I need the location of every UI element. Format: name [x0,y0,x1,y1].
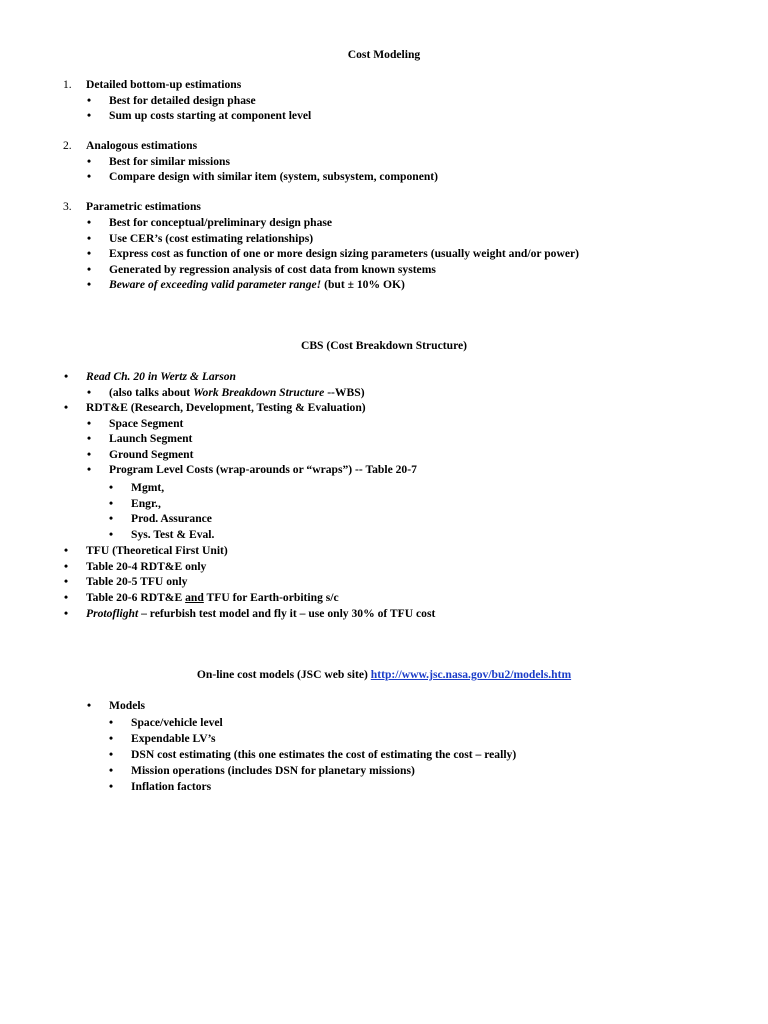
model-item: • Mission operations (includes DSN for planetary missions) [131,763,415,778]
cbs-table-206 [86,590,339,605]
segment-item: • Space Segment [109,416,183,431]
model-item: • Inflation factors [131,779,211,794]
warning-rest: (but ± 10% OK) [321,278,405,291]
sec1-number: 1. [63,78,72,91]
protoflight-rest: – refurbish test model and fly it – use only 30% of TFU cost [138,607,436,620]
models-label: • Models [109,698,145,713]
online-title-line [0,667,768,682]
cbs-also-item [109,385,365,400]
t206-pre: Table 20-6 RDT&E [86,591,186,604]
online-title: On-line cost models (JSC web site) [196,668,368,681]
title-cost-modeling: Cost Modeling [347,48,421,61]
segment-item: • Launch Segment [109,431,192,446]
title-cbs: CBS (Cost Breakdown Structure) [300,339,468,352]
segment-item: • Ground Segment [109,447,194,462]
program-subitem: • Prod. Assurance [131,511,212,526]
sec2-item: • Best for similar missions [109,154,230,169]
sec3-item: • Generated by regression analysis of cost data from known systems [109,262,436,277]
program-subitem: • Engr., [131,496,161,511]
sec3-warning [109,277,405,292]
t206-and: and [185,591,204,604]
cbs-read-item: • Read Ch. 20 in Wertz & Larson [86,369,236,384]
sec3-item: • Best for conceptual/preliminary design phase [109,215,332,230]
program-subitem: • Mgmt, [131,480,164,495]
sec1-heading: Detailed bottom-up estimations [86,78,242,91]
sec3-item: • Express cost as function of one or more design sizing parameters (usually weight and/or power) [109,246,579,261]
sec1-item: • Best for detailed design phase [109,93,256,108]
cbs-table-204: • Table 20-4 RDT&E only [86,559,206,574]
also-post: --WBS) [324,386,365,399]
warning-italic: Beware of exceeding valid parameter range! [109,278,322,291]
sec3-number: 3. [63,200,72,213]
sec3-item: • Use CER’s (cost estimating relationships) [109,231,313,246]
sec2-heading: Analogous estimations [86,139,198,152]
program-subitem: • Sys. Test & Eval. [131,527,214,542]
model-item: • DSN cost estimating (this one estimates the cost of estimating the cost – really) [131,747,516,762]
program-level-item: • Program Level Costs (wrap-arounds or “wraps”) -- Table 20-7 [109,462,417,477]
sec3-heading: Parametric estimations [86,200,201,213]
cbs-protoflight [86,606,435,621]
jsc-models-link[interactable]: http://www.jsc.nasa.gov/bu2/models.htm [370,668,572,681]
cbs-tfu-item: • TFU (Theoretical First Unit) [86,543,228,558]
sec2-item: • Compare design with similar item (system, subsystem, component) [109,169,438,184]
model-item: • Expendable LV’s [131,731,216,746]
sec1-item: • Sum up costs starting at component level [109,108,311,123]
also-italic: Work Breakdown Structure [193,386,325,399]
protoflight-italic: Protoflight [86,607,139,620]
model-item: • Space/vehicle level [131,715,223,730]
cbs-table-205: • Table 20-5 TFU only [86,574,187,589]
t206-post: TFU for Earth-orbiting s/c [203,591,339,604]
also-pre: (also talks about [109,386,194,399]
cbs-rdte-item: • RDT&E (Research, Development, Testing & Evaluation) [86,400,366,415]
sec2-number: 2. [63,139,72,152]
